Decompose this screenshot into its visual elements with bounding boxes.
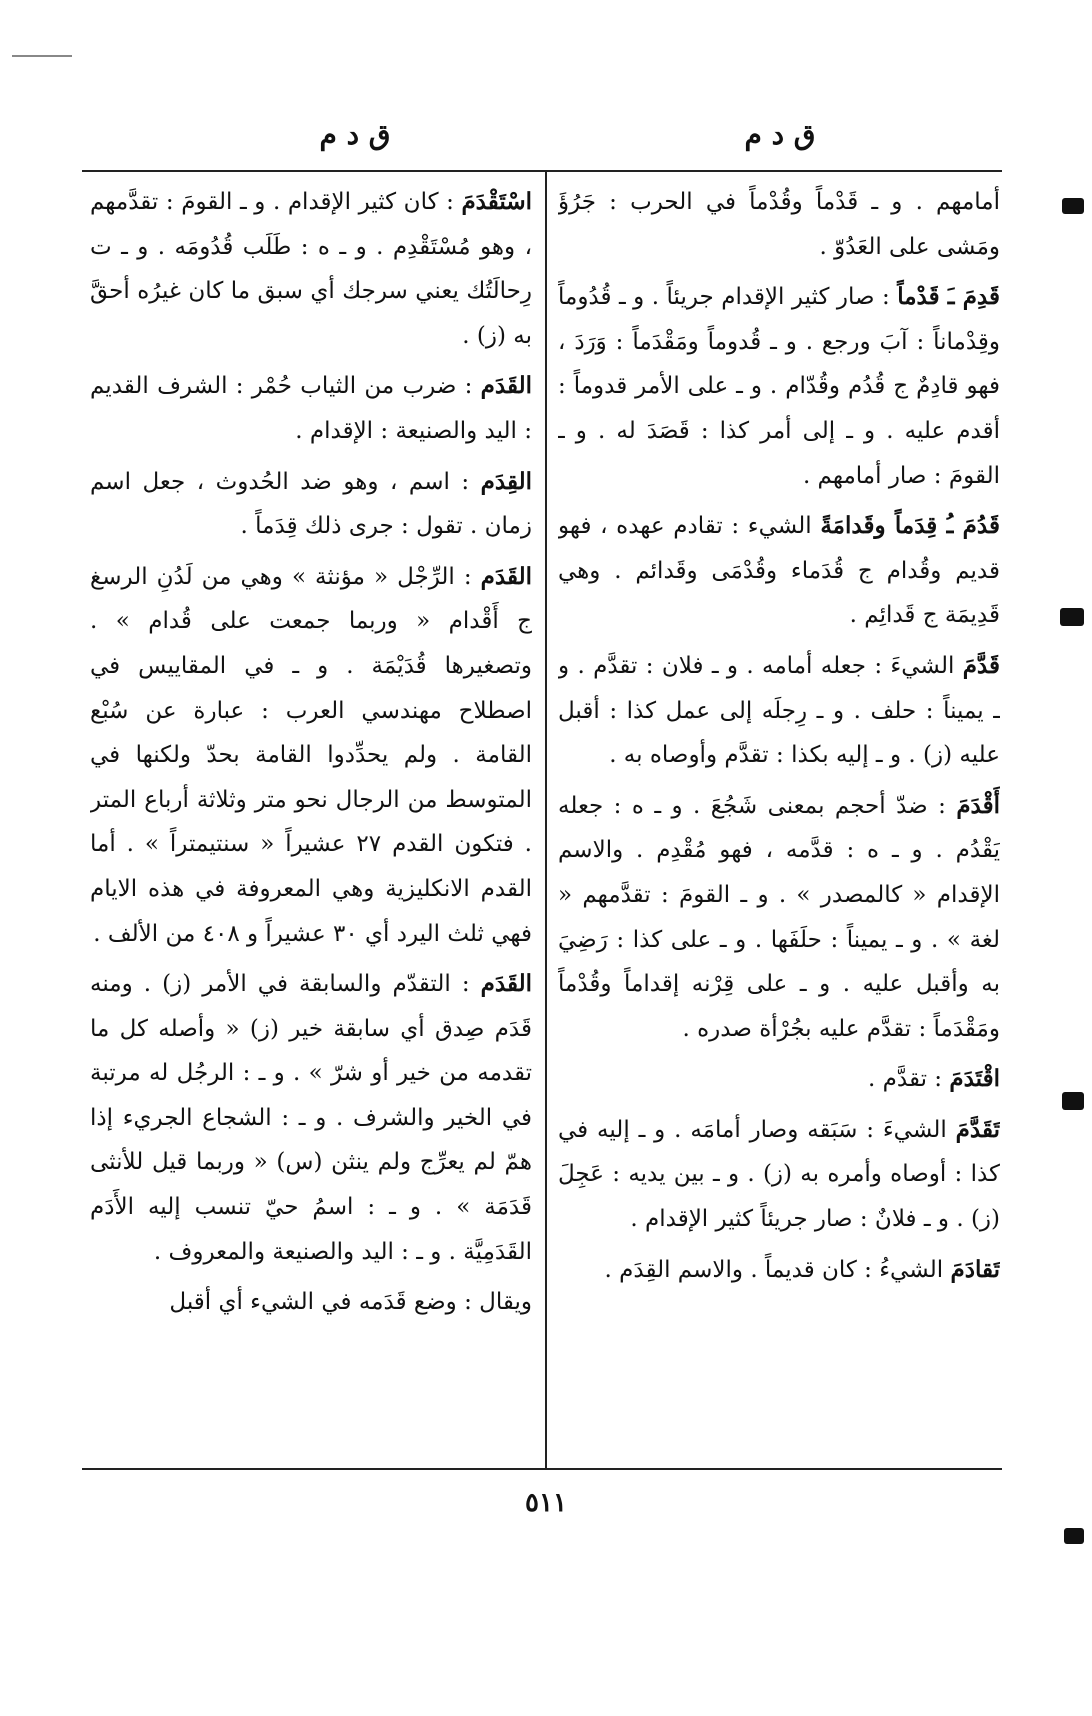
entry-headword: تَقَدَّمَ (955, 1115, 1000, 1143)
margin-blot (1064, 1528, 1084, 1544)
entry-headword: تَقادَمَ (950, 1255, 1000, 1283)
entry-text: : تقدَّم . (868, 1066, 943, 1093)
entry-headword: قَدُمَ ـُ قِدَماً وقَدامَةً (820, 512, 1000, 540)
entry-text: : صار كثير الإقدام جريئاً . و ـ قُدُوماً وقِدْماناً : آبَ ورجع . و ـ قُدوماً ومَقْدَماً : وَرَدَ ، فهو قادِمٌ ج قُدُم وقُدّام . و ـ على الأمر قدوماً : أقدم عليه . و ـ إلى أمر كذا : قَصَدَ له . و ـ القومَ : صار أمامهم . (558, 284, 1000, 489)
entry-headword: أَقْدَمَ (956, 791, 1000, 819)
entry (90, 180, 532, 358)
entry (558, 180, 1000, 269)
entry-text: أمامهم . و ـ قَدْماً وقُدْماً في الحرب : جَرُؤَ ومَشى على العَدُوّ . (558, 189, 1000, 260)
entry (558, 1248, 1000, 1293)
entry-headword: القَدَم (480, 970, 532, 998)
entry (558, 784, 1000, 1052)
entry-text: الشيء : تقادم عهده ، فهو قديم وقُدام ج قُدَماء وقُدْمَى وقَدائم . وهي قَدِيمَة ج قَدائِم . (558, 513, 1000, 629)
entry-headword: القَدَم (480, 562, 532, 590)
entry-headword: قَدِمَ ـَ قَدْماً (897, 283, 1000, 311)
entry-text: : ضرب من الثياب حُمْر : الشرف القديم : اليد والصنيعة : الإقدام . (90, 373, 532, 444)
entry-text: : ضدّ أحجم بمعنى شَجُعَ . و ـ ه : جعله يَقْدُم . و ـ ه : قدَّمه ، فهو مُقْدِم . والاسم الإقدام « كالمصدر » . و ـ القومَ : تقدَّمهم « لغة » . و ـ يميناً : حلَفَها . و ـ على كذا : رَضِيَ به وأقبل عليه . و ـ على قِرْنه إقداماً وقُدْماً ومَقْدَماً : تقدَّم عليه بجُرْأة صدره . (558, 792, 1000, 1042)
entry-headword: اقْتَدَمَ (949, 1065, 1000, 1093)
entry-text: : الرِّجْل « مؤنثة » وهي من لَدُنِ الرسغ ج أَقْدام « وربما جمعت على قُدام » . وتصغيرها قُدَيْمَة . و ـ في المقاييس في اصطلاح مهندسي العرب : عبارة عن سُبْع القامة . ولم يحدِّدوا القامة بحدّ ولكنها في المتوسط من الرجال نحو متر وثلاثة أرباع المتر . فتكون القدم ٢٧ عشيراً « سنتيمتراً » . أما القدم الانكليزية وهي المعروفة في هذه الايام فهي ثلث اليرد أي ٣٠ عشيراً و ٤٠٨ من الألف . (90, 563, 532, 947)
entry-headword: اسْتَقْدَمَ (461, 188, 532, 215)
entry (90, 555, 532, 956)
entry (90, 962, 532, 1274)
entry (90, 1280, 532, 1325)
entry-text: : اسم ، وهو ضد الحُدوث ، جعل اسم زمان . تقول : جرى ذلك قِدَماً . (90, 468, 532, 540)
entry-text: الشيءُ : كان قديماً . والاسم القِدَم . (604, 1256, 944, 1283)
right-column (558, 180, 1000, 1460)
column-divider (545, 172, 547, 1468)
entry-headword: القِدَم (480, 467, 532, 495)
entry (558, 504, 1000, 638)
left-column (90, 180, 532, 1460)
entry (558, 1057, 1000, 1102)
entry-text: الشيءَ : جعله أمامه . و ـ فلان : تقدَّم . و ـ يميناً : حلف . و ـ رِجلَه إلى عمل كذا : أقبل عليه (ز) . و ـ إليه بكذا : تقدَّم وأوصاه به . (558, 652, 1000, 769)
margin-blot (1060, 608, 1084, 626)
bottom-rule (82, 1468, 1002, 1470)
right-column-heading: ق د م (744, 118, 816, 151)
entry (90, 364, 532, 453)
page-number: ٥١١ (525, 1488, 567, 1518)
entry-text: : التقدّم والسابقة في الأمر (ز) . ومنه قَدَم صِدق أي سابقة خير (ز) « وأصله كل ما تقدمه من خير أو شرّ » . و ـ : الرجُل له مرتبة في الخير والشرف . و ـ : الشجاع الجريء إذا همّ لم يعرِّج ولم ينثن (س) « وربما قيل للأنثى قَدَمَة » . و ـ : اسمُ حيّ تنسب إليه الأَدَم القَدَمِيَّة . و ـ : اليد والصنيعة والمعروف . (90, 971, 532, 1265)
entry (558, 275, 1000, 498)
corner-mark (12, 55, 72, 57)
entry-text: ويقال : وضع قَدَمه في الشيء أي أقبل (169, 1289, 532, 1316)
entry (90, 460, 532, 549)
entry (558, 1108, 1000, 1242)
top-rule (82, 170, 1002, 172)
left-column-heading: ق د م (319, 118, 391, 151)
entry-headword: قَدَّمَ (962, 651, 1000, 679)
entry (558, 644, 1000, 778)
entry-headword: القَدَم (480, 372, 532, 400)
margin-blot (1062, 1092, 1084, 1110)
entry-text: : كان كثير الإقدام . و ـ القومَ : تقدَّمهم ، وهو مُسْتَقْدِم . و ـ ه : طَلَب قُدُومَه . و ـ ت رِحالَتُك يعني سرجك أي سبق ما كان غيرُه أحقَّ به (ز) . (90, 189, 532, 349)
margin-blot (1062, 198, 1084, 214)
entry-text: الشيءَ : سَبَقه وصار أمامَه . و ـ إليه في كذا : أوصاه وأمره به (ز) . و ـ بين يديه : عَجِلَ (ز) . و ـ فلانٌ : صار جريئاً كثير الإقدام . (558, 1116, 1000, 1233)
